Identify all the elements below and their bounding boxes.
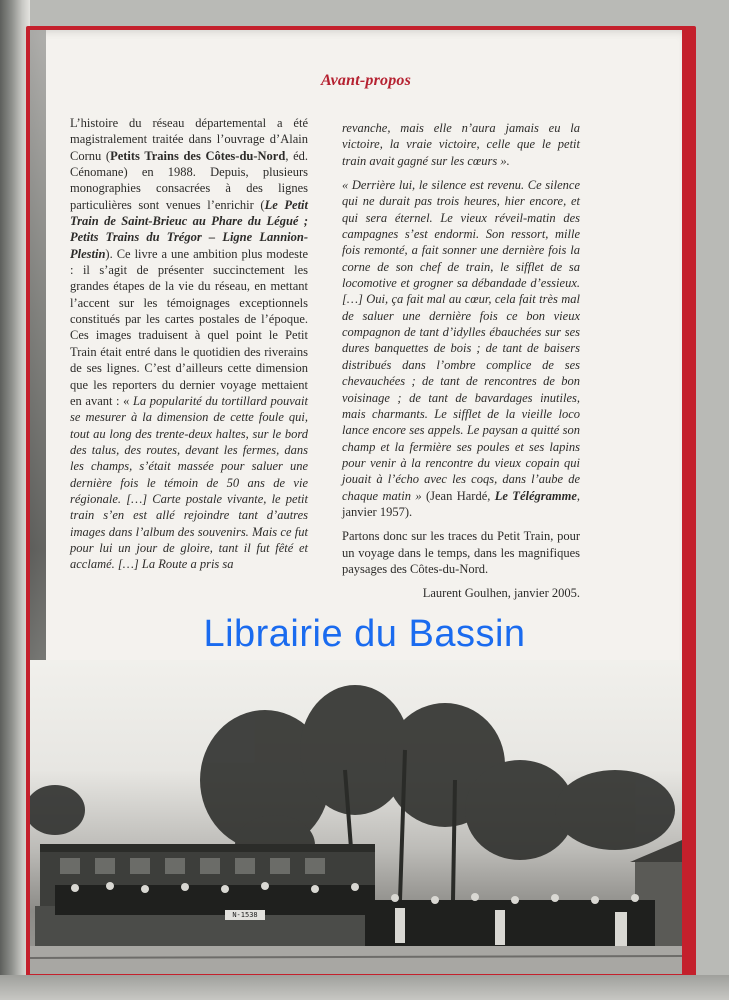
intro-paragraph xyxy=(70,115,308,573)
text-run: ). Ce livre a une ambition plus modeste : il s’agit de présenter succinctement les grandes étapes de la vie du réseau, en mettant l’accent sur les témoignages exceptionnels constitués par les cartes postales de l’époque. Ces images traduisent à quel point le Petit Train était entré dans le quotidien des riverains de ses lignes. C’est d’ailleurs cette dimension que les reporters du dernier voyage mettaient en avant : « xyxy=(70,246,308,408)
text-run: L’histoire du réseau départemental a été magistralement traitée dans l’ouvrage d’Alain Cornu ( xyxy=(70,116,308,163)
text-run: (Jean Hardé, xyxy=(421,488,495,503)
book-titles-bold: Le Petit Train de Saint-Brieuc au Phare du Légué ; Petits Trains du Trégor – Ligne Lannion-Plestin xyxy=(70,197,308,261)
watermark-text: Librairie du Bassin xyxy=(203,613,526,655)
table-surface xyxy=(0,975,729,1000)
photo-illustration xyxy=(30,660,682,974)
book-page xyxy=(30,30,682,974)
text-run: , janvier 1957). xyxy=(342,488,580,519)
quote-text: La popularité du tortillard pouvait se mesurer à la dimension de cette foule qui, tout au long des trente-deux haltes, sur le bord des talus, des routes, devant les fermes, dans les champs, s’était massée pour saluer une dernière fois le témoin de 50 ans de vie régionale. […] Carte postale vivante, le petit train s’en est allé rejoindre tant d’autres images dans l’album des souvenirs. Mais ce fut pour lui un jour de gloire, tant il fut fêté et acclamé. […] La Route a pris sa xyxy=(70,393,308,572)
carriage-number-plate: N-1538 xyxy=(225,910,265,920)
page-title: Avant-propos xyxy=(320,72,412,89)
second-quote-paragraph xyxy=(342,177,580,520)
newspaper-title-bold: Le Télégramme xyxy=(494,488,577,503)
quote-text: « Derrière lui, le silence est revenu. Ce silence qui ne durait pas trois heures, hier encore, et qui sera éternel. Le vieux réveil-matin des campagnes s’est endormi. Son ressort, mille fois remonté, a fait sonner une dernière fois la corne de son chef de train, le sifflet de sa locomotive et grogner sa débandade d’essieux. […] Oui, ça fait mal au cœur, cela fait très mal de saluer une dernière fois ce bon vieux compagnon de tant d’idylles ébauchées sur ses dures banquettes de bois ; de tant de baisers distribués dans l’ombre complice de ses chevauchées ; de tant de rencontres de bon voisinage ; de tant de bavardages inutiles, mais charmants. Le sifflet de la vieille loco lance encore ses appels. Le paysan a quitté son champ et la fermière ses poules et ses lapins pour venir à la rencontre du vieux copain qui jouait à l’écho avec les coqs, dans l’aube de chaque matin » xyxy=(342,178,580,503)
quote-text: revanche, mais elle n’aura jamais eu la victoire, la vraie victoire, celle que le petit train avait gagné sur les cœurs ». xyxy=(342,121,580,168)
text-column-right xyxy=(342,120,580,602)
text-run: , éd. Cénomane) en 1988. Depuis, plusieurs monographies consacrées à des lignes particulières sont venues l’enrichir ( xyxy=(70,148,308,212)
book-title-bold: Petits Trains des Côtes-du-Nord xyxy=(110,148,286,163)
closing-paragraph: Partons donc sur les traces du Petit Train, pour un voyage dans le temps, dans les magnifiques paysages des Côtes-du-Nord. xyxy=(342,529,580,576)
author-signature: Laurent Goulhen, janvier 2005. xyxy=(422,586,580,601)
historic-train-photo xyxy=(30,660,682,974)
text-column-left xyxy=(70,115,308,573)
quote-continuation xyxy=(342,120,580,169)
